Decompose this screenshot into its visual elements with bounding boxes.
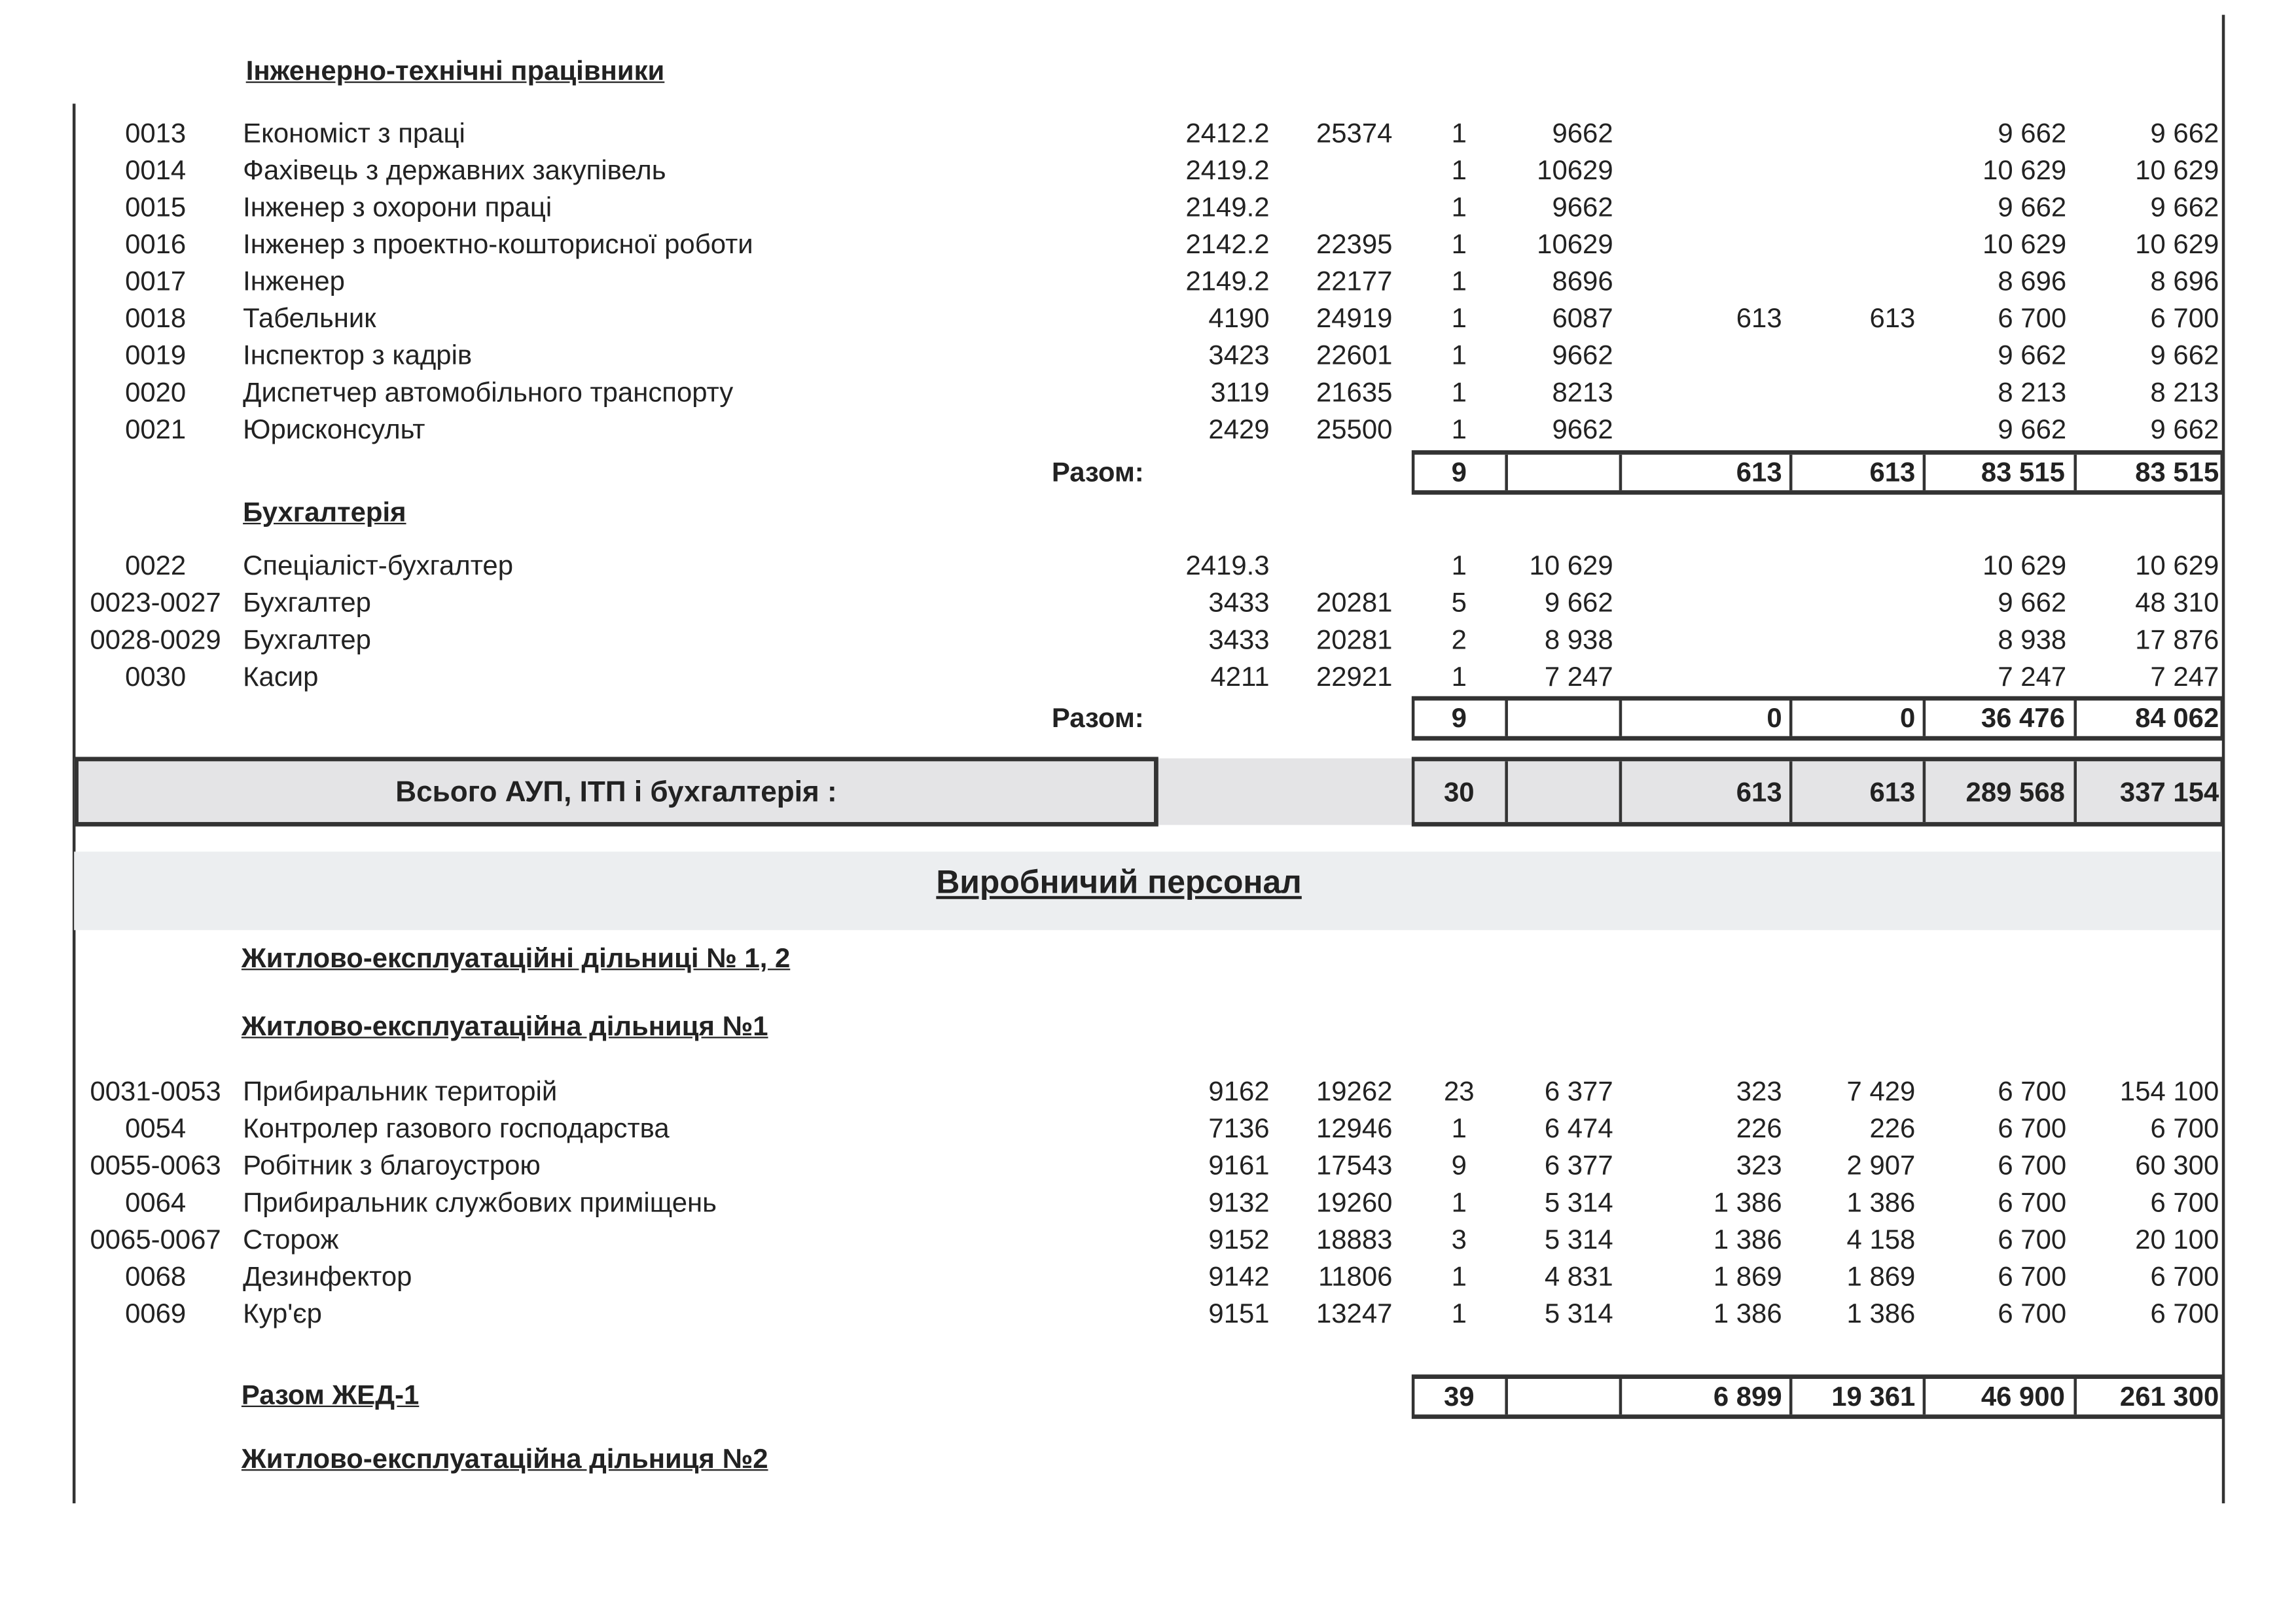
cell-surcharge-total: 7 429 — [1846, 1075, 1916, 1107]
cell-fund: 9 662 — [2150, 190, 2219, 223]
cell-fund: 10 629 — [2135, 549, 2219, 581]
cell-kp-code: 22177 — [1316, 265, 1393, 296]
cell-profession-code: 9162 — [1208, 1075, 1270, 1107]
cell-fund: 6 700 — [2150, 1186, 2219, 1218]
cell-surcharge: 1 869 — [1713, 1260, 1782, 1292]
cell-staff-count: 1 — [1451, 228, 1467, 260]
divider — [1505, 455, 1508, 490]
cell-kp-code: 18883 — [1316, 1223, 1393, 1255]
cell-salary: 5 314 — [1544, 1186, 1613, 1218]
cell-code: 0064 — [125, 1186, 187, 1218]
cell-salary: 5 314 — [1544, 1297, 1613, 1329]
cell-position: Диспетчер автомобільного транспорту — [243, 376, 734, 408]
cell-code: 0028-0029 — [90, 623, 221, 655]
total-surcharge-total: 0 — [1900, 702, 1916, 734]
cell-position: Прибиральник службових приміщень — [243, 1186, 717, 1218]
cell-wage: 6 700 — [1998, 302, 2067, 334]
cell-kp-code: 22395 — [1316, 228, 1393, 260]
cell-staff-count: 1 — [1451, 549, 1467, 581]
cell-staff-count: 1 — [1451, 339, 1467, 370]
cell-salary: 9662 — [1552, 339, 1613, 370]
total-fund: 83 515 — [2135, 456, 2219, 488]
cell-code: 0068 — [125, 1260, 187, 1292]
cell-wage: 6 700 — [1998, 1149, 2067, 1181]
cell-wage: 9 662 — [1998, 116, 2067, 149]
cell-code: 0013 — [125, 116, 187, 149]
section-title-production: Виробничий персонал — [936, 863, 1302, 901]
total-surcharge: 0 — [1767, 702, 1782, 734]
cell-staff-count: 1 — [1451, 190, 1467, 223]
cell-position: Кур'єр — [243, 1297, 322, 1329]
section-title-zhed12: Житлово-експлуатаційні дільниці № 1, 2 — [241, 942, 791, 973]
cell-code: 0065-0067 — [90, 1223, 221, 1255]
cell-kp-code: 21635 — [1316, 376, 1393, 408]
total-staff-count: 9 — [1451, 456, 1467, 488]
total-fund: 337 154 — [2119, 775, 2219, 807]
cell-code: 0031-0053 — [90, 1075, 221, 1107]
cell-staff-count: 5 — [1451, 586, 1467, 618]
cell-profession-code: 2429 — [1208, 413, 1270, 444]
cell-code: 0017 — [125, 265, 187, 296]
total-staff-count: 30 — [1443, 775, 1475, 807]
total-staff-count: 39 — [1443, 1380, 1475, 1412]
cell-fund: 17 876 — [2135, 623, 2219, 655]
cell-fund: 6 700 — [2150, 302, 2219, 334]
total-fund: 261 300 — [2119, 1380, 2219, 1412]
cell-surcharge-total: 226 — [1869, 1112, 1916, 1144]
cell-salary: 10629 — [1537, 228, 1613, 260]
section-title-itp: Інженерно-технічні працівники — [245, 54, 665, 86]
cell-profession-code: 4211 — [1210, 660, 1270, 692]
cell-surcharge-total: 1 386 — [1846, 1297, 1916, 1329]
cell-staff-count: 1 — [1451, 265, 1467, 296]
cell-salary: 10629 — [1537, 154, 1613, 185]
section-title-zhed2: Житлово-експлуатаційна дільниця №2 — [241, 1442, 768, 1474]
cell-code: 0022 — [125, 549, 187, 581]
cell-salary: 9 662 — [1544, 586, 1613, 618]
cell-wage: 6 700 — [1998, 1223, 2067, 1255]
cell-code: 0055-0063 — [90, 1149, 221, 1181]
cell-position: Інспектор з кадрів — [243, 339, 473, 370]
cell-code: 0018 — [125, 302, 187, 334]
cell-salary: 9662 — [1552, 116, 1613, 149]
cell-fund: 10 629 — [2135, 228, 2219, 260]
total-surcharge: 613 — [1736, 456, 1782, 488]
cell-fund: 10 629 — [2135, 154, 2219, 185]
cell-wage: 8 696 — [1998, 265, 2067, 296]
cell-position: Прибиральник територій — [243, 1075, 558, 1107]
cell-wage: 10 629 — [1982, 154, 2067, 185]
cell-profession-code: 9161 — [1208, 1149, 1270, 1181]
cell-code: 0021 — [125, 413, 187, 444]
cell-surcharge: 1 386 — [1713, 1186, 1782, 1218]
total-surcharge-total: 613 — [1869, 456, 1916, 488]
cell-position: Економіст з праці — [243, 116, 465, 149]
cell-kp-code: 24919 — [1316, 302, 1393, 334]
total-wage: 83 515 — [1981, 456, 2065, 488]
cell-salary: 9662 — [1552, 190, 1613, 223]
cell-fund: 6 700 — [2150, 1297, 2219, 1329]
total-wage: 289 568 — [1965, 775, 2065, 807]
cell-fund: 20 100 — [2135, 1223, 2219, 1255]
divider — [1505, 761, 1508, 822]
cell-position: Касир — [243, 660, 319, 692]
cell-staff-count: 1 — [1451, 302, 1467, 334]
cell-kp-code: 17543 — [1316, 1149, 1393, 1181]
cell-surcharge: 226 — [1736, 1112, 1782, 1144]
grand-total-label: Всього АУП, ІТП і бухгалтерія : — [395, 776, 837, 809]
cell-profession-code: 2419.3 — [1185, 549, 1270, 581]
cell-salary: 5 314 — [1544, 1223, 1613, 1255]
cell-kp-code: 19260 — [1316, 1186, 1393, 1218]
cell-staff-count: 1 — [1451, 154, 1467, 185]
cell-fund: 8 696 — [2150, 265, 2219, 296]
cell-wage: 9 662 — [1998, 339, 2067, 370]
cell-position: Інженер з проектно-кошторисної роботи — [243, 228, 753, 260]
cell-surcharge-total: 4 158 — [1846, 1223, 1916, 1255]
itp-total-label: Разом: — [1051, 456, 1144, 488]
cell-salary: 6 474 — [1544, 1112, 1613, 1144]
cell-surcharge-total: 1 386 — [1846, 1186, 1916, 1218]
total-staff-count: 9 — [1451, 702, 1467, 734]
cell-surcharge: 1 386 — [1713, 1223, 1782, 1255]
cell-fund: 6 700 — [2150, 1260, 2219, 1292]
cell-code: 0014 — [125, 154, 187, 185]
cell-surcharge: 1 386 — [1713, 1297, 1782, 1329]
cell-profession-code: 2412.2 — [1185, 116, 1270, 149]
cell-fund: 9 662 — [2150, 116, 2219, 149]
cell-surcharge-total: 2 907 — [1846, 1149, 1916, 1181]
cell-position: Інженер з охорони праці — [243, 190, 552, 223]
cell-kp-code: 22601 — [1316, 339, 1393, 370]
cell-wage: 7 247 — [1998, 660, 2067, 692]
cell-code: 0020 — [125, 376, 187, 408]
cell-profession-code: 9142 — [1208, 1260, 1270, 1292]
cell-staff-count: 1 — [1451, 116, 1467, 149]
cell-fund: 60 300 — [2135, 1149, 2219, 1181]
cell-salary: 9662 — [1552, 413, 1613, 444]
cell-position: Спеціаліст-бухгалтер — [243, 549, 514, 581]
cell-position: Бухгалтер — [243, 623, 371, 655]
cell-profession-code: 9151 — [1208, 1297, 1270, 1329]
cell-wage: 10 629 — [1982, 228, 2067, 260]
cell-wage: 6 700 — [1998, 1186, 2067, 1218]
cell-fund: 8 213 — [2150, 376, 2219, 408]
total-wage: 46 900 — [1981, 1380, 2065, 1412]
cell-salary: 8 938 — [1544, 623, 1613, 655]
cell-salary: 7 247 — [1544, 660, 1613, 692]
cell-wage: 6 700 — [1998, 1260, 2067, 1292]
cell-wage: 9 662 — [1998, 190, 2067, 223]
cell-staff-count: 2 — [1451, 623, 1467, 655]
cell-profession-code: 3119 — [1210, 376, 1270, 408]
cell-surcharge-total: 613 — [1869, 302, 1916, 334]
cell-surcharge: 323 — [1736, 1075, 1782, 1107]
cell-code: 0015 — [125, 190, 187, 223]
cell-position: Фахівець з державних закупівель — [243, 154, 666, 185]
cell-surcharge: 323 — [1736, 1149, 1782, 1181]
cell-profession-code: 3423 — [1208, 339, 1270, 370]
divider — [1505, 700, 1508, 736]
cell-profession-code: 7136 — [1208, 1112, 1270, 1144]
cell-kp-code: 11806 — [1318, 1260, 1393, 1292]
section-title-accounting: Бухгалтерія — [243, 496, 406, 527]
cell-surcharge-total: 1 869 — [1846, 1260, 1916, 1292]
cell-code: 0054 — [125, 1112, 187, 1144]
cell-wage: 8 938 — [1998, 623, 2067, 655]
cell-profession-code: 2419.2 — [1185, 154, 1270, 185]
cell-kp-code: 20281 — [1316, 623, 1393, 655]
acc-total-label: Разом: — [1051, 702, 1144, 734]
cell-code: 0019 — [125, 339, 187, 370]
cell-wage: 6 700 — [1998, 1297, 2067, 1329]
cell-fund: 48 310 — [2135, 586, 2219, 618]
cell-kp-code: 22921 — [1316, 660, 1393, 692]
cell-position: Дезинфектор — [243, 1260, 412, 1292]
cell-salary: 8213 — [1552, 376, 1613, 408]
cell-salary: 6087 — [1552, 302, 1613, 334]
cell-staff-count: 1 — [1451, 413, 1467, 444]
total-surcharge-total: 19 361 — [1831, 1380, 1916, 1412]
cell-staff-count: 1 — [1451, 1260, 1467, 1292]
cell-position: Юрисконсульт — [243, 413, 425, 444]
cell-code: 0030 — [125, 660, 187, 692]
cell-position: Контролер газового господарства — [243, 1112, 670, 1144]
cell-fund: 6 700 — [2150, 1112, 2219, 1144]
cell-fund: 7 247 — [2150, 660, 2219, 692]
cell-staff-count: 1 — [1451, 1297, 1467, 1329]
cell-salary: 6 377 — [1544, 1075, 1613, 1107]
cell-staff-count: 1 — [1451, 1112, 1467, 1144]
cell-profession-code: 2149.2 — [1185, 190, 1270, 223]
cell-staff-count: 23 — [1443, 1075, 1475, 1107]
total-wage: 36 476 — [1981, 702, 2065, 734]
cell-profession-code: 9152 — [1208, 1223, 1270, 1255]
cell-kp-code: 12946 — [1316, 1112, 1393, 1144]
cell-staff-count: 3 — [1451, 1223, 1467, 1255]
cell-salary: 8696 — [1552, 265, 1613, 296]
total-surcharge: 6 899 — [1713, 1380, 1782, 1412]
total-surcharge: 613 — [1736, 775, 1782, 807]
cell-staff-count: 1 — [1451, 660, 1467, 692]
cell-profession-code: 3433 — [1208, 586, 1270, 618]
cell-fund: 154 100 — [2119, 1075, 2219, 1107]
cell-wage: 8 213 — [1998, 376, 2067, 408]
cell-staff-count: 9 — [1451, 1149, 1467, 1181]
cell-fund: 9 662 — [2150, 339, 2219, 370]
cell-kp-code: 25500 — [1316, 413, 1393, 444]
cell-kp-code: 20281 — [1316, 586, 1393, 618]
cell-wage: 6 700 — [1998, 1112, 2067, 1144]
cell-code: 0069 — [125, 1297, 187, 1329]
cell-fund: 9 662 — [2150, 413, 2219, 444]
cell-staff-count: 1 — [1451, 1186, 1467, 1218]
section-title-zhed1: Житлово-експлуатаційна дільниця №1 — [241, 1010, 768, 1042]
cell-position: Сторож — [243, 1223, 339, 1255]
cell-position: Інженер — [243, 265, 345, 296]
cell-profession-code: 2149.2 — [1185, 265, 1270, 296]
cell-salary: 10 629 — [1529, 549, 1613, 581]
cell-surcharge: 613 — [1736, 302, 1782, 334]
cell-profession-code: 2142.2 — [1185, 228, 1270, 260]
cell-profession-code: 4190 — [1208, 302, 1270, 334]
cell-salary: 4 831 — [1544, 1260, 1613, 1292]
cell-position: Табельник — [243, 302, 376, 334]
total-fund: 84 062 — [2135, 702, 2219, 734]
cell-kp-code: 19262 — [1316, 1075, 1393, 1107]
cell-staff-count: 1 — [1451, 376, 1467, 408]
cell-wage: 10 629 — [1982, 549, 2067, 581]
cell-code: 0023-0027 — [90, 586, 221, 618]
cell-code: 0016 — [125, 228, 187, 260]
cell-profession-code: 9132 — [1208, 1186, 1270, 1218]
zhed1-total-label: Разом ЖЕД-1 — [241, 1379, 420, 1410]
cell-wage: 9 662 — [1998, 586, 2067, 618]
cell-wage: 9 662 — [1998, 413, 2067, 444]
cell-wage: 6 700 — [1998, 1075, 2067, 1107]
cell-kp-code: 25374 — [1316, 116, 1393, 149]
cell-salary: 6 377 — [1544, 1149, 1613, 1181]
total-surcharge-total: 613 — [1869, 775, 1916, 807]
divider — [1505, 1379, 1508, 1414]
cell-profession-code: 3433 — [1208, 623, 1270, 655]
cell-kp-code: 13247 — [1316, 1297, 1393, 1329]
cell-position: Робітник з благоустрою — [243, 1149, 541, 1181]
cell-position: Бухгалтер — [243, 586, 371, 618]
